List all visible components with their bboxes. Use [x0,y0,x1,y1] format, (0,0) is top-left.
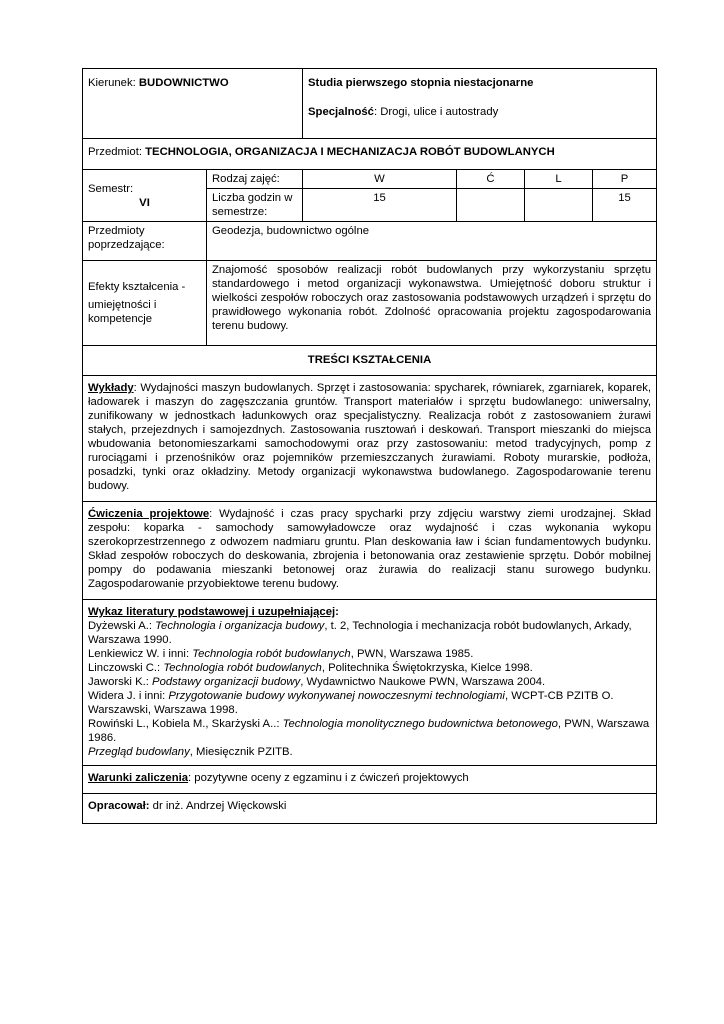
hours-l [525,189,593,222]
semestr-label: Semestr: [88,182,134,195]
warunki-label: Warunki zaliczenia [88,772,189,784]
literatura-item-title: Przegląd budowlany [88,746,190,758]
literatura-item-publisher: , WCPT-CB PZITB O. Warszawski, Warszawa 1998. [88,690,614,716]
hours-p: 15 [593,189,657,222]
literatura-item-author: Jaworski K.: [88,676,153,688]
literatura-item-title: Podstawy organizacji budowy [152,676,301,688]
literatura-row [83,600,657,766]
kierunek-label: Kierunek: [88,77,139,89]
wyklady-label: Wykłady [88,382,134,394]
col-l: L [525,170,593,189]
literatura-item-author: Dyżewski A.: [88,620,156,632]
liczba-godzin-label: Liczba godzin w semestrze: [207,189,303,222]
literatura-item-author: Widera J. i inni: [88,690,169,702]
wyklady-cell [83,376,657,502]
opracowal-cell [83,794,657,824]
warunki-text: : pozytywne oceny z egzaminu i z ćwiczeń projektowych [188,772,469,784]
warunki-row [83,766,657,794]
przedmiot-value: TECHNOLOGIA, ORGANIZACJA I MECHANIZACJA ROBÓT BUDOWLANYCH [145,146,555,158]
syllabus-table [82,68,657,824]
literatura-item [88,647,651,661]
literatura-item-publisher: , Miesięcznik PZITB. [189,746,293,758]
kierunek-value: BUDOWNICTWO [138,77,229,89]
hours-w: 15 [303,189,457,222]
poprzedzajace-row [83,222,657,261]
efekty-label-1: Efekty kształcenia - [88,281,186,293]
literatura-item-author: Linczowski C.: [88,662,164,674]
efekty-label-3: kompetencje [88,313,153,325]
efekty-value: Znajomość sposobów realizacji robót budowlanych przy wykorzystaniu sprzętu standardowego i metod organizacji wykonawstwa. Umiejętność doboru struktur i wielkości zespołów roboczych oraz zastosowania podstawowych urządzeń i sprzętu do prawidłowego wykonania robót. Zdolność opracowania projektu zagospodarowania terenu budowy. [207,261,657,346]
poprzedzajace-label-1: Przedmioty [88,225,145,237]
poprzedzajace-label-cell [83,222,207,261]
literatura-item-title: Technologia monolitycznego budownictwa betonowego [282,718,558,730]
literatura-item-publisher: , PWN, Warszawa 1985. [350,648,474,660]
przedmiot-cell [83,139,657,170]
hours-c [457,189,525,222]
studia-cell [303,69,657,139]
literatura-item-publisher: , PWN, Warszawa 1986. [88,718,650,744]
literatura-item-title: Przygotowanie budowy wykonywanej nowoczesnymi technologiami [168,690,505,702]
literatura-colon: : [335,606,339,618]
wyklady-row [83,376,657,502]
semestr-cell [83,170,207,222]
literatura-item [88,619,651,647]
literatura-item-title: Technologia robót budowlanych [163,662,322,674]
efekty-row [83,261,657,346]
efekty-label-cell [83,261,207,346]
efekty-label-2: umiejętności i [88,299,157,311]
literatura-item-publisher: , Wydawnictwo Naukowe PWN, Warszawa 2004. [300,676,546,688]
tresci-title [83,346,657,376]
literatura-list [88,619,651,759]
warunki-cell [83,766,657,794]
opracowal-label: Opracował: [88,800,150,812]
literatura-label: Wykaz literatury podstawowej i uzupełniającej [88,606,336,618]
literatura-item-author: Lenkiewicz W. i inni: [88,648,193,660]
literatura-item-author: Rowiński L., Kobiela M., Skarżyski A..: [88,718,283,730]
literatura-item-title: Technologia robót budowlanych [192,648,351,660]
cwiczenia-text: : Wydajność i czas pracy spycharki przy zdjęciu warstwy ziemi urodzajnej. Skład zespołu: koparka - samochody samowyładowcze oraz wydajność i czas wykonania wykopu szerokoprzestrzennego z odwozem nadmiaru gruntu. Plan deskowania ław i ścian fundamentowych budynku. Skład zespołów roboczych do deskowania, zbrojenia i betonowania oraz zestawienie sprzętu. Dobór mobilnej pompy do podawania mieszanki betonowej oraz żurawia do realizacji stanu surowego budynku. Zagospodarowanie przyobiektowe terenu budowy. [88,508,652,590]
opracowal-row [83,794,657,824]
cwiczenia-row [83,502,657,600]
opracowal-text: dr inż. Andrzej Więckowski [149,800,287,812]
studia-text: Studia pierwszego stopnia niestacjonarne [308,77,534,89]
semestr-value: VI [139,196,150,209]
tresci-title-text: TREŚCI KSZTAŁCENIA [307,354,432,366]
literatura-item [88,717,651,745]
col-w: W [303,170,457,189]
literatura-cell [83,600,657,766]
poprzedzajace-value: Geodezja, budownictwo ogólne [207,222,657,261]
literatura-item-publisher: , t. 2, Technologia i mechanizacja robót budowlanych, Arkady, Warszawa 1990. [88,620,632,646]
cwiczenia-label: Ćwiczenia projektowe [88,508,210,520]
tresci-row [83,346,657,376]
literatura-item-title: Technologia i organizacja budowy [155,620,325,632]
literatura-item [88,675,651,689]
semestr-row-1 [83,170,657,189]
header-row [83,69,657,139]
wyklady-text: : Wydajności maszyn budowlanych. Sprzęt i zastosowania: spycharek, równiarek, zgarniarek, koparek, ładowarek i maszyn do zagęszczania gruntów. Transport materiałów i sprzętu budowlanego: uniwersalny, zunifikowany w jednostkach ładunkowych oraz specjalistyczny. Realizacja robót z zastosowaniem żurawi stałych, przejezdnych i samojezdnych. Zastosowania rusztowań i deskowań. Transport mieszanki do miejsca wbudowania betonomieszarkami samochodowymi oraz przy zastosowaniu: metod tradycyjnych, pomp z rurociągami i przenośników oraz pojemników przemieszczanych żurawiami. Roboty murarskie, podłoża, posadzki, tynki oraz okładziny. Metody organizacji wykonawstwa budowlanego. Zagospodarowanie terenu budowy. [88,382,652,492]
specjalnosc-value: : Drogi, ulice i autostrady [373,106,499,118]
cwiczenia-cell [83,502,657,600]
literatura-item [88,689,651,717]
literatura-item-publisher: , Politechnika Świętokrzyska, Kielce 1998. [321,662,533,674]
kierunek-cell [83,69,303,139]
poprzedzajace-label-2: poprzedzające: [88,239,165,251]
rodzaj-zajec-label: Rodzaj zajęć: [207,170,303,189]
przedmiot-row [83,139,657,170]
specjalnosc-label: Specjalność [308,106,374,118]
syllabus-page [82,68,656,824]
literatura-item [88,745,651,759]
col-c: Ć [457,170,525,189]
col-p: P [593,170,657,189]
literatura-item [88,661,651,675]
przedmiot-label: Przedmiot: [88,146,146,158]
